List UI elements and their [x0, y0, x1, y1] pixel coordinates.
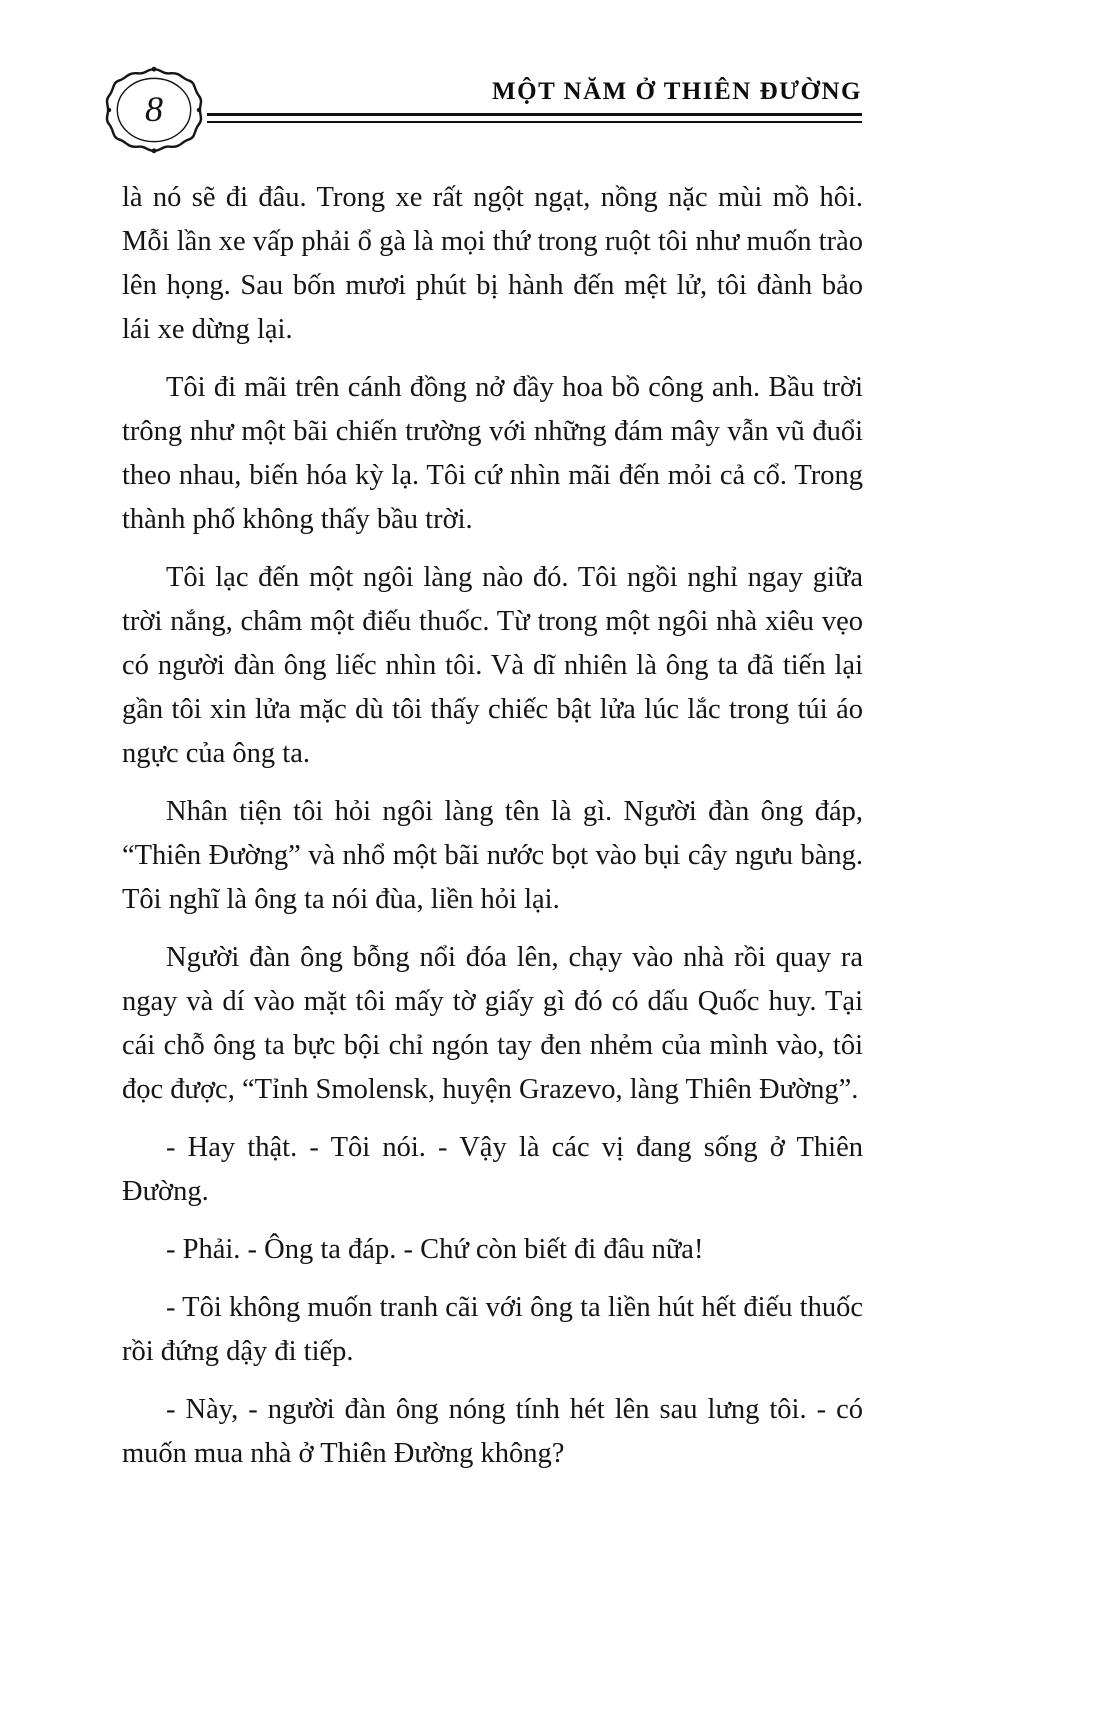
- paragraph-4: Nhân tiện tôi hỏi ngôi làng tên là gì. Người đàn ông đáp, “Thiên Đường” và nhổ một bãi nước bọt vào bụi cây ngưu bàng. Tôi nghĩ là ông ta nói đùa, liền hỏi lại.: [122, 796, 863, 915]
- paragraph-1: là nó sẽ đi đâu. Trong xe rất ngột ngạt, nồng nặc mùi mồ hôi. Mỗi lần xe vấp phải ổ gà là mọi thứ trong ruột tôi như muốn trào lên họng. Sau bốn mươi phút bị hành đến mệt lử, tôi đành bảo lái xe dừng lại.: [122, 182, 863, 345]
- page-number: 8: [145, 89, 163, 129]
- paragraph-8-dialogue: - Tôi không muốn tranh cãi với ông ta liền hút hết điếu thuốc rồi đứng dậy đi tiếp.: [122, 1292, 863, 1367]
- paragraph-6-dialogue: - Hay thật. - Tôi nói. - Vậy là các vị đang sống ở Thiên Đường.: [122, 1132, 863, 1207]
- paragraph-3: Tôi lạc đến một ngôi làng nào đó. Tôi ngồi nghỉ ngay giữa trời nắng, châm một điếu thuốc. Từ trong một ngôi nhà xiêu vẹo có người đàn ông liếc nhìn tôi. Và dĩ nhiên là ông ta đã tiến lại gần tôi xin lửa mặc dù tôi thấy chiếc bật lửa lúc lắc trong túi áo ngực của ông ta.: [122, 562, 863, 769]
- page-number-ornament: [103, 64, 205, 156]
- paragraph-7-dialogue: - Phải. - Ông ta đáp. - Chứ còn biết đi đâu nữa!: [166, 1234, 704, 1265]
- paragraph-2: Tôi đi mãi trên cánh đồng nở đầy hoa bồ công anh. Bầu trời trông như một bãi chiến trường với những đám mây vẫn vũ đuổi theo nhau, biến hóa kỳ lạ. Tôi cứ nhìn mãi đến mỏi cả cổ. Trong thành phố không thấy bầu trời.: [122, 372, 863, 535]
- body-text: [122, 176, 863, 1490]
- header-double-rule: [207, 113, 862, 123]
- paragraph-9-dialogue: - Này, - người đàn ông nóng tính hét lên sau lưng tôi. - có muốn mua nhà ở Thiên Đường không?: [122, 1394, 863, 1469]
- header-title-block: [207, 78, 862, 123]
- paragraph-5: Người đàn ông bỗng nổi đóa lên, chạy vào nhà rồi quay ra ngay và dí vào mặt tôi mấy tờ giấy gì đó có dấu Quốc huy. Tại cái chỗ ông ta bực bội chỉ ngón tay đen nhẻm của mình vào, tôi đọc được, “Tỉnh Smolensk, huyện Grazevo, làng Thiên Đường”.: [122, 942, 863, 1105]
- running-title: MỘT NĂM Ở THIÊN ĐƯỜNG: [492, 78, 862, 105]
